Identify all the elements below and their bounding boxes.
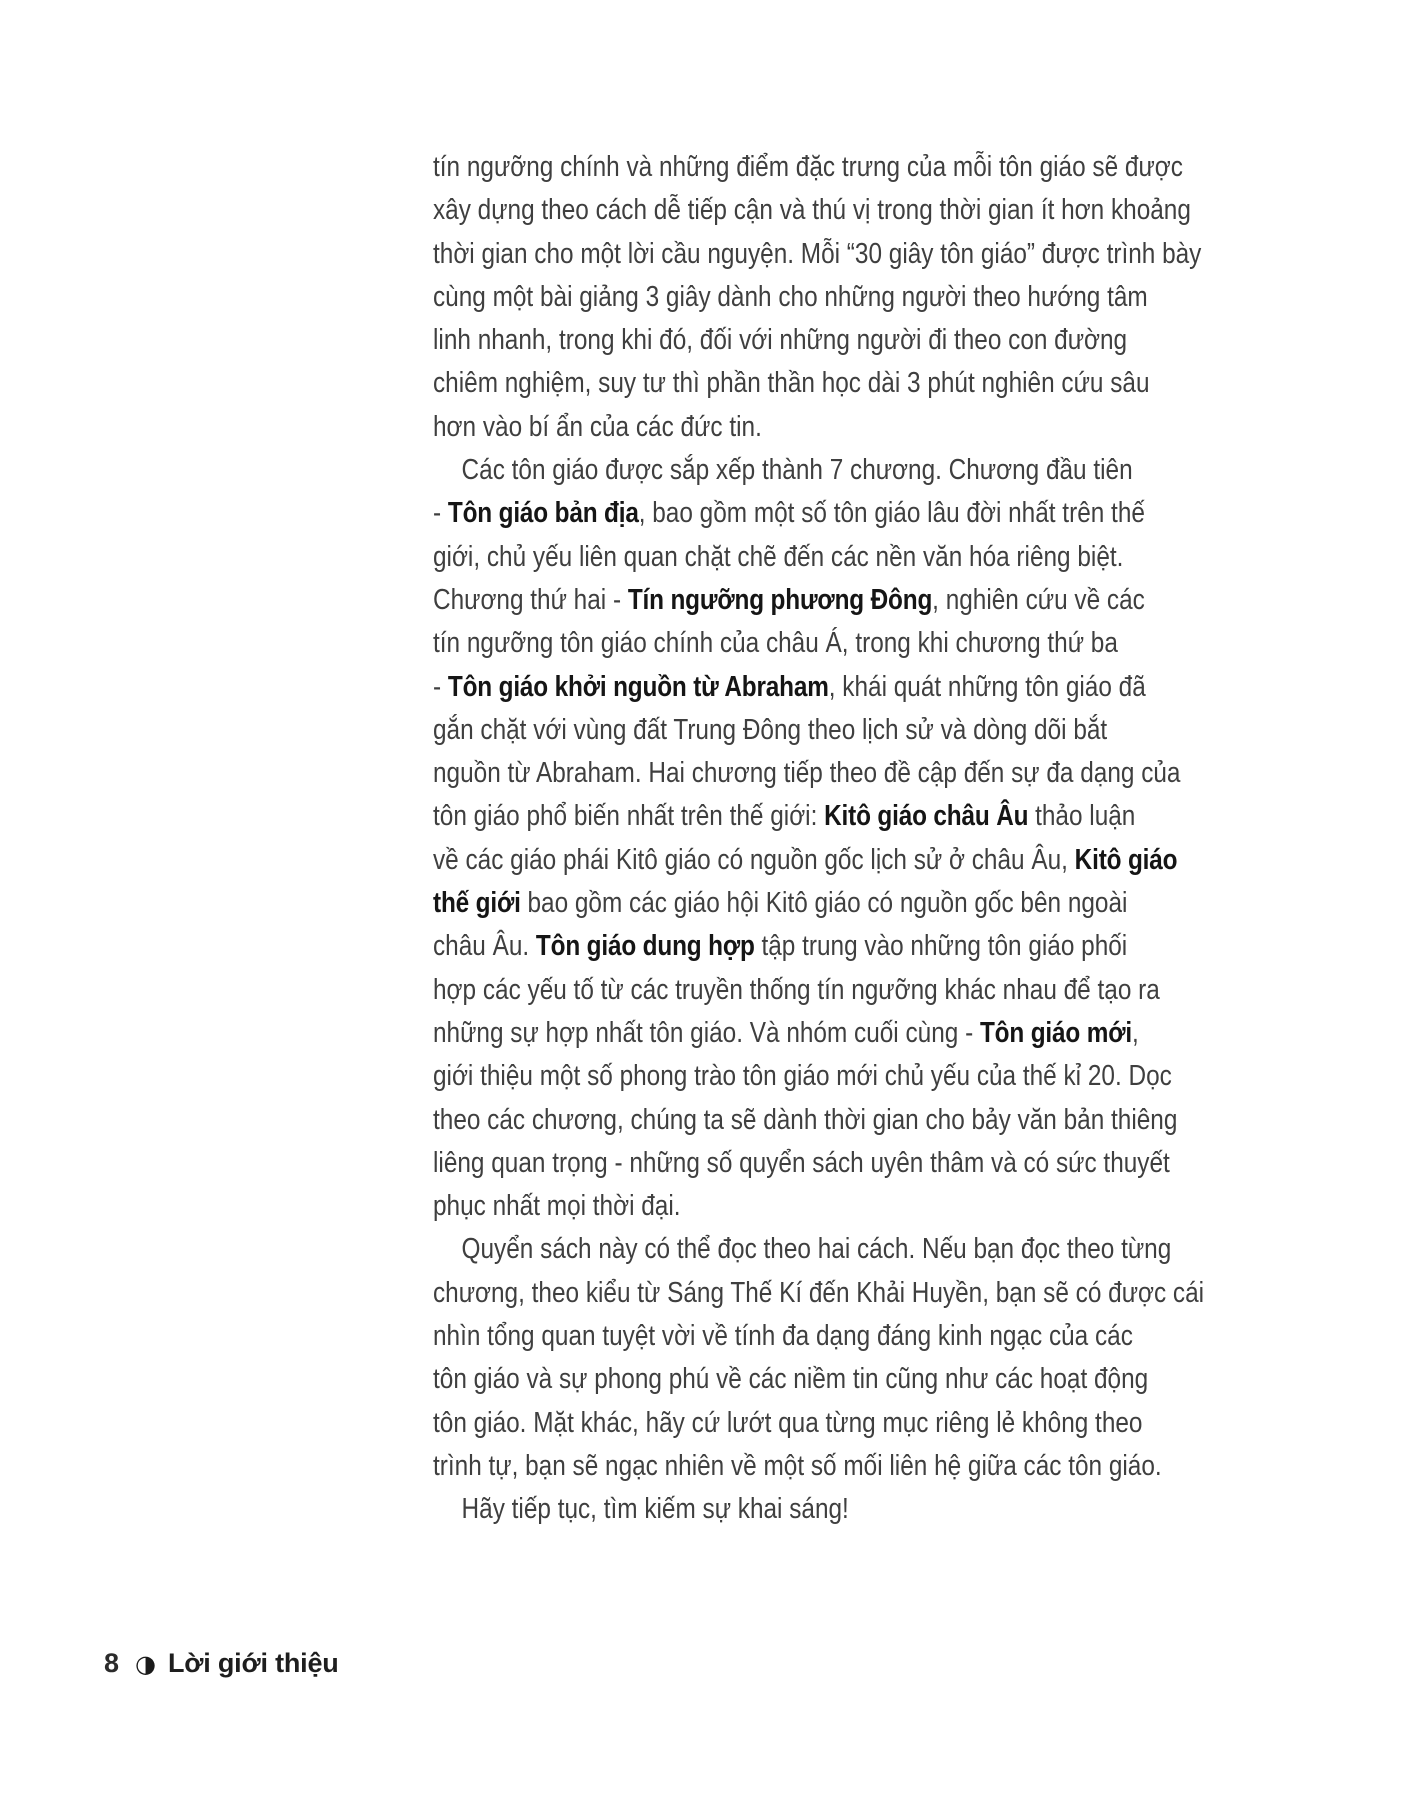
text-line: [433, 1055, 1277, 1098]
text-line: [433, 189, 1277, 232]
text-line: [433, 752, 1277, 795]
text-run: , nghiên cứu về các: [932, 583, 1145, 616]
text-line: [433, 362, 1277, 405]
text-run: linh nhanh, trong khi đó, đối với những người đi theo con đường: [433, 324, 1128, 357]
text-run: về các giáo phái Kitô giáo có nguồn gốc lịch sử ở châu Âu,: [433, 843, 1075, 876]
bold-term: Kitô giáo châu Âu: [824, 800, 1029, 833]
text-run: tín ngưỡng chính và những điểm đặc trưng của mỗi tôn giáo sẽ được: [433, 151, 1183, 183]
bold-term: thế giới: [433, 887, 521, 920]
half-circle-icon: ◑: [135, 1649, 156, 1678]
text-run: chương, theo kiểu từ Sáng Thế Kí đến Khải Huyền, bạn sẽ có được cái: [433, 1276, 1205, 1309]
text-block: [433, 146, 1277, 1532]
text-run: tập trung vào những tôn giáo phối: [754, 930, 1128, 963]
text-run: hơn vào bí ẩn của các đức tin.: [433, 410, 762, 443]
text-run: thời gian cho một lời cầu nguyện. Mỗi “30 giây tôn giáo” được trình bày: [433, 237, 1202, 270]
text-run: , khái quát những tôn giáo đã: [828, 670, 1146, 703]
text-line: [433, 839, 1277, 882]
text-run: bao gồm các giáo hội Kitô giáo có nguồn gốc bên ngoài: [520, 887, 1128, 920]
text-line: [433, 1228, 1277, 1271]
bold-term: Tôn giáo bản địa: [447, 497, 639, 530]
text-line: [433, 969, 1277, 1012]
text-run: châu Âu.: [433, 930, 536, 963]
text-line: [433, 276, 1277, 319]
text-line: [433, 146, 1277, 189]
bold-term: Tôn giáo mới: [979, 1016, 1132, 1049]
text-run: theo các chương, chúng ta sẽ dành thời gian cho bảy văn bản thiêng: [433, 1103, 1178, 1136]
text-run: -: [433, 670, 448, 703]
text-line: [433, 406, 1277, 449]
text-line: [433, 1315, 1277, 1358]
text-line: [433, 666, 1277, 709]
text-run: ,: [1131, 1016, 1139, 1049]
bold-term: Tôn giáo dung hợp: [535, 930, 755, 963]
text-line: [433, 449, 1277, 492]
bold-term: Tôn giáo khởi nguồn từ Abraham: [447, 670, 829, 703]
text-run: giới thiệu một số phong trào tôn giáo mới chủ yếu của thế kỉ 20. Dọc: [433, 1060, 1172, 1093]
text-line: [433, 1185, 1277, 1228]
text-line: [433, 319, 1277, 362]
text-run: Các tôn giáo được sắp xếp thành 7 chương. Chương đầu tiên: [461, 454, 1133, 487]
text-run: xây dựng theo cách dễ tiếp cận và thú vị trong thời gian ít hơn khoảng: [433, 194, 1191, 227]
text-run: -: [433, 497, 448, 530]
text-run: tín ngưỡng tôn giáo chính của châu Á, trong khi chương thứ ba: [433, 627, 1118, 660]
text-run: thảo luận: [1028, 800, 1136, 833]
text-line: [433, 709, 1277, 752]
text-run: chiêm nghiệm, suy tư thì phần thần học dài 3 phút nghiên cứu sâu: [433, 367, 1150, 400]
text-line: [433, 579, 1277, 622]
text-line: [433, 1488, 1277, 1531]
text-run: hợp các yếu tố từ các truyền thống tín ngưỡng khác nhau để tạo ra: [433, 973, 1160, 1006]
text-line: [433, 882, 1277, 925]
text-line: [433, 1358, 1277, 1401]
text-line: [433, 1142, 1277, 1185]
text-run: Chương thứ hai -: [433, 583, 628, 616]
text-run: gắn chặt với vùng đất Trung Đông theo lịch sử và dòng dõi bắt: [433, 713, 1108, 746]
text-run: liêng quan trọng - những số quyển sách uyên thâm và có sức thuyết: [433, 1146, 1170, 1179]
text-run: Quyển sách này có thể đọc theo hai cách. Nếu bạn đọc theo từng: [461, 1233, 1172, 1266]
text-run: cùng một bài giảng 3 giây dành cho những người theo hướng tâm: [433, 280, 1148, 313]
text-line: [433, 1445, 1277, 1488]
bold-term: Tín ngưỡng phương Đông: [627, 583, 933, 616]
text-line: [433, 1012, 1277, 1055]
text-run: tôn giáo phổ biến nhất trên thế giới:: [433, 800, 825, 833]
text-line: [433, 536, 1277, 579]
page-number: 8: [104, 1648, 120, 1678]
text-line: [433, 1402, 1277, 1445]
text-line: [433, 1272, 1277, 1315]
text-run: những sự hợp nhất tôn giáo. Và nhóm cuối cùng -: [433, 1016, 980, 1049]
text-line: [433, 233, 1277, 276]
text-run: , bao gồm một số tôn giáo lâu đời nhất trên thế: [638, 497, 1145, 530]
text-line: [433, 1099, 1277, 1142]
bold-term: Kitô giáo: [1074, 843, 1178, 876]
text-run: Hãy tiếp tục, tìm kiếm sự khai sáng!: [461, 1493, 849, 1526]
text-run: trình tự, bạn sẽ ngạc nhiên về một số mối liên hệ giữa các tôn giáo.: [433, 1449, 1162, 1482]
page-footer: [104, 1648, 339, 1679]
text-line: [433, 492, 1277, 535]
text-run: tôn giáo. Mặt khác, hãy cứ lướt qua từng mục riêng lẻ không theo: [433, 1406, 1143, 1439]
footer-section-title: Lời giới thiệu: [167, 1648, 339, 1678]
text-line: [433, 622, 1277, 665]
text-run: phục nhất mọi thời đại.: [433, 1190, 681, 1223]
text-run: nguồn từ Abraham. Hai chương tiếp theo đề cập đến sự đa dạng của: [433, 757, 1181, 790]
text-run: giới, chủ yếu liên quan chặt chẽ đến các nền văn hóa riêng biệt.: [433, 540, 1124, 573]
text-run: tôn giáo và sự phong phú về các niềm tin cũng như các hoạt động: [433, 1363, 1149, 1396]
text-line: [433, 925, 1277, 968]
text-run: nhìn tổng quan tuyệt vời về tính đa dạng đáng kinh ngạc của các: [433, 1320, 1133, 1353]
text-line: [433, 795, 1277, 838]
